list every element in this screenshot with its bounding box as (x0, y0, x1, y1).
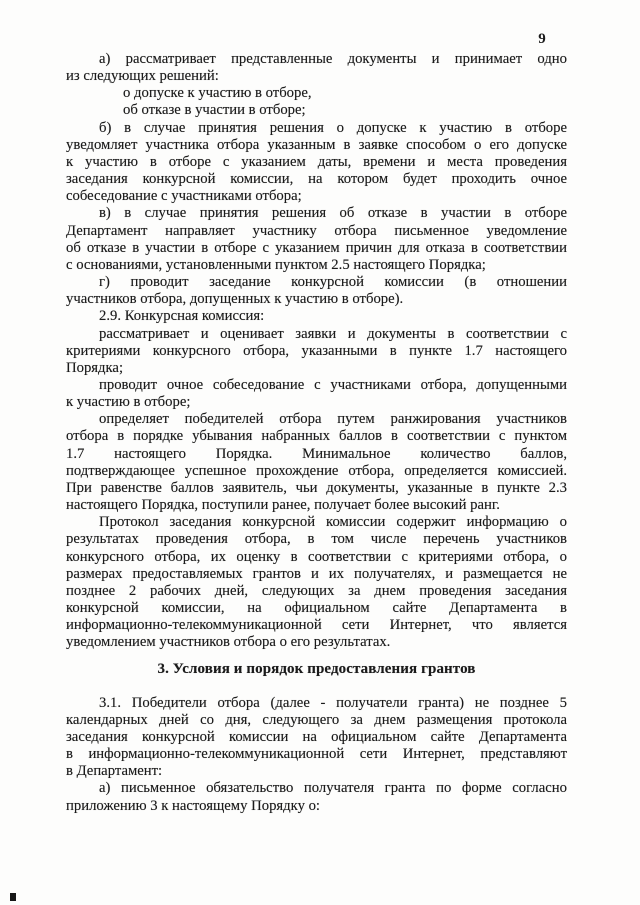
text-line: а) письменное обязательство получателя гранта по форме согласно (99, 780, 567, 797)
paragraph (66, 85, 567, 102)
text-line: б) в случае принятия решения о допуске к участию в отборе (99, 119, 567, 136)
text-line: определяет победителей отбора путем ранжирования участников (99, 411, 567, 428)
text-line: в) в случае принятия решения об отказе в участии в отборе (99, 205, 567, 222)
text-line: участников отбора, допущенных к участию в отборе). (66, 291, 404, 308)
text-line: календарных дней со дня, следующего за днем размещения протокола (66, 711, 567, 728)
text-line: настоящего Порядка, поступили ранее, получает более высокий ранг. (66, 497, 500, 514)
paragraph (66, 514, 567, 651)
text-line: уведомлением участников отбора о его результатах. (66, 634, 391, 651)
text-line: конкурсной комиссии, на официальном сайте Департамента в (66, 600, 567, 616)
page-number: 9 (538, 31, 546, 47)
text-line: в информационно-телекоммуникационной сети Интернет, представляют (66, 746, 567, 763)
section-heading: 3. Условия и порядок предоставления грантов (157, 661, 476, 678)
paragraph (66, 377, 567, 411)
text-line: 2.9. Конкурсная комиссия: (99, 308, 265, 325)
text-line: к участию в отборе с указанием даты, времени и места проведения (66, 153, 567, 170)
paragraph (66, 205, 567, 274)
text-line: с основаниями, установленными пунктом 2.5 настоящего Порядка; (66, 256, 486, 273)
text-line: отбора в порядке убывания набранных баллов в соответствии с пунктом (66, 428, 567, 445)
text-line: об отказе в участии в отборе; (123, 102, 306, 119)
text-line: г) проводит заседание конкурсной комиссии (в отношении (99, 274, 567, 291)
text-line: к участию в отборе; (66, 394, 191, 411)
text-line: размерах предоставляемых грантов и их получателях, и размещается не (66, 565, 567, 582)
text-line: из следующих решений: (66, 68, 219, 85)
paragraph (66, 411, 567, 514)
text-line: уведомляет участника отбора указанным в заявке способом о его допуске (66, 136, 567, 153)
paragraph (66, 274, 567, 308)
scan-artifact-mark (10, 893, 16, 901)
text-line: о допуске к участию в отборе, (123, 85, 312, 102)
text-line: Порядка; (66, 359, 124, 376)
text-line: Протокол заседания конкурсной комиссии содержит информацию о (99, 514, 567, 531)
paragraph (66, 102, 567, 119)
text-line: При равенстве баллов заявитель, чьи документы, указанные в пункте 2.3 (66, 479, 567, 496)
text-line: заседания конкурсной комиссии, на котором будет проходить очное (66, 171, 567, 188)
paragraph (66, 695, 567, 781)
text-line: 3.1. Победители отбора (далее - получатели гранта) не позднее 5 (99, 694, 567, 711)
text-line: Департамент направляет участнику отбора письменное уведомление (66, 222, 567, 239)
paragraph (66, 120, 567, 206)
text-line: критериями конкурсного отбора, указанными в пункте 1.7 настоящего (66, 342, 567, 359)
text-line: в Департамент: (66, 763, 163, 780)
text-line: проводит очное собеседование с участниками отбора, допущенными (99, 376, 567, 393)
text-line: рассматривает и оценивает заявки и документы в соответствии с (99, 325, 567, 342)
text-line: конкурсного отбора, их оценку в соответствии с критериями отбора, о (66, 548, 567, 565)
text-line: а) рассматривает представленные документы и принимает одно (99, 51, 567, 67)
text-line: заседания конкурсной комиссии на официальном сайте Департамента (66, 728, 567, 745)
text-line: 1.7 настоящего Порядка. Минимальное количество баллов, (66, 445, 567, 462)
text-line: позднее 2 рабочих дней, следующих за днем проведения заседания (66, 582, 567, 599)
document-body (66, 51, 567, 815)
text-line: подтверждающее успешное прохождение отбора, определяется комиссией. (66, 462, 567, 479)
paragraph (66, 308, 567, 325)
paragraph (66, 51, 567, 85)
text-line: собеседование с участниками отбора; (66, 188, 302, 205)
text-line: об отказе в участии в отборе с указанием причин для отказа в соответствии (66, 239, 567, 256)
text-line: результатах проведения отбора, в том числе перечень участников (66, 531, 567, 548)
paragraph (66, 326, 567, 377)
text-line: приложению 3 к настоящему Порядку о: (66, 797, 321, 814)
paragraph (66, 780, 567, 814)
text-line: информационно-телекоммуникационной сети Интернет, что является (66, 617, 567, 634)
